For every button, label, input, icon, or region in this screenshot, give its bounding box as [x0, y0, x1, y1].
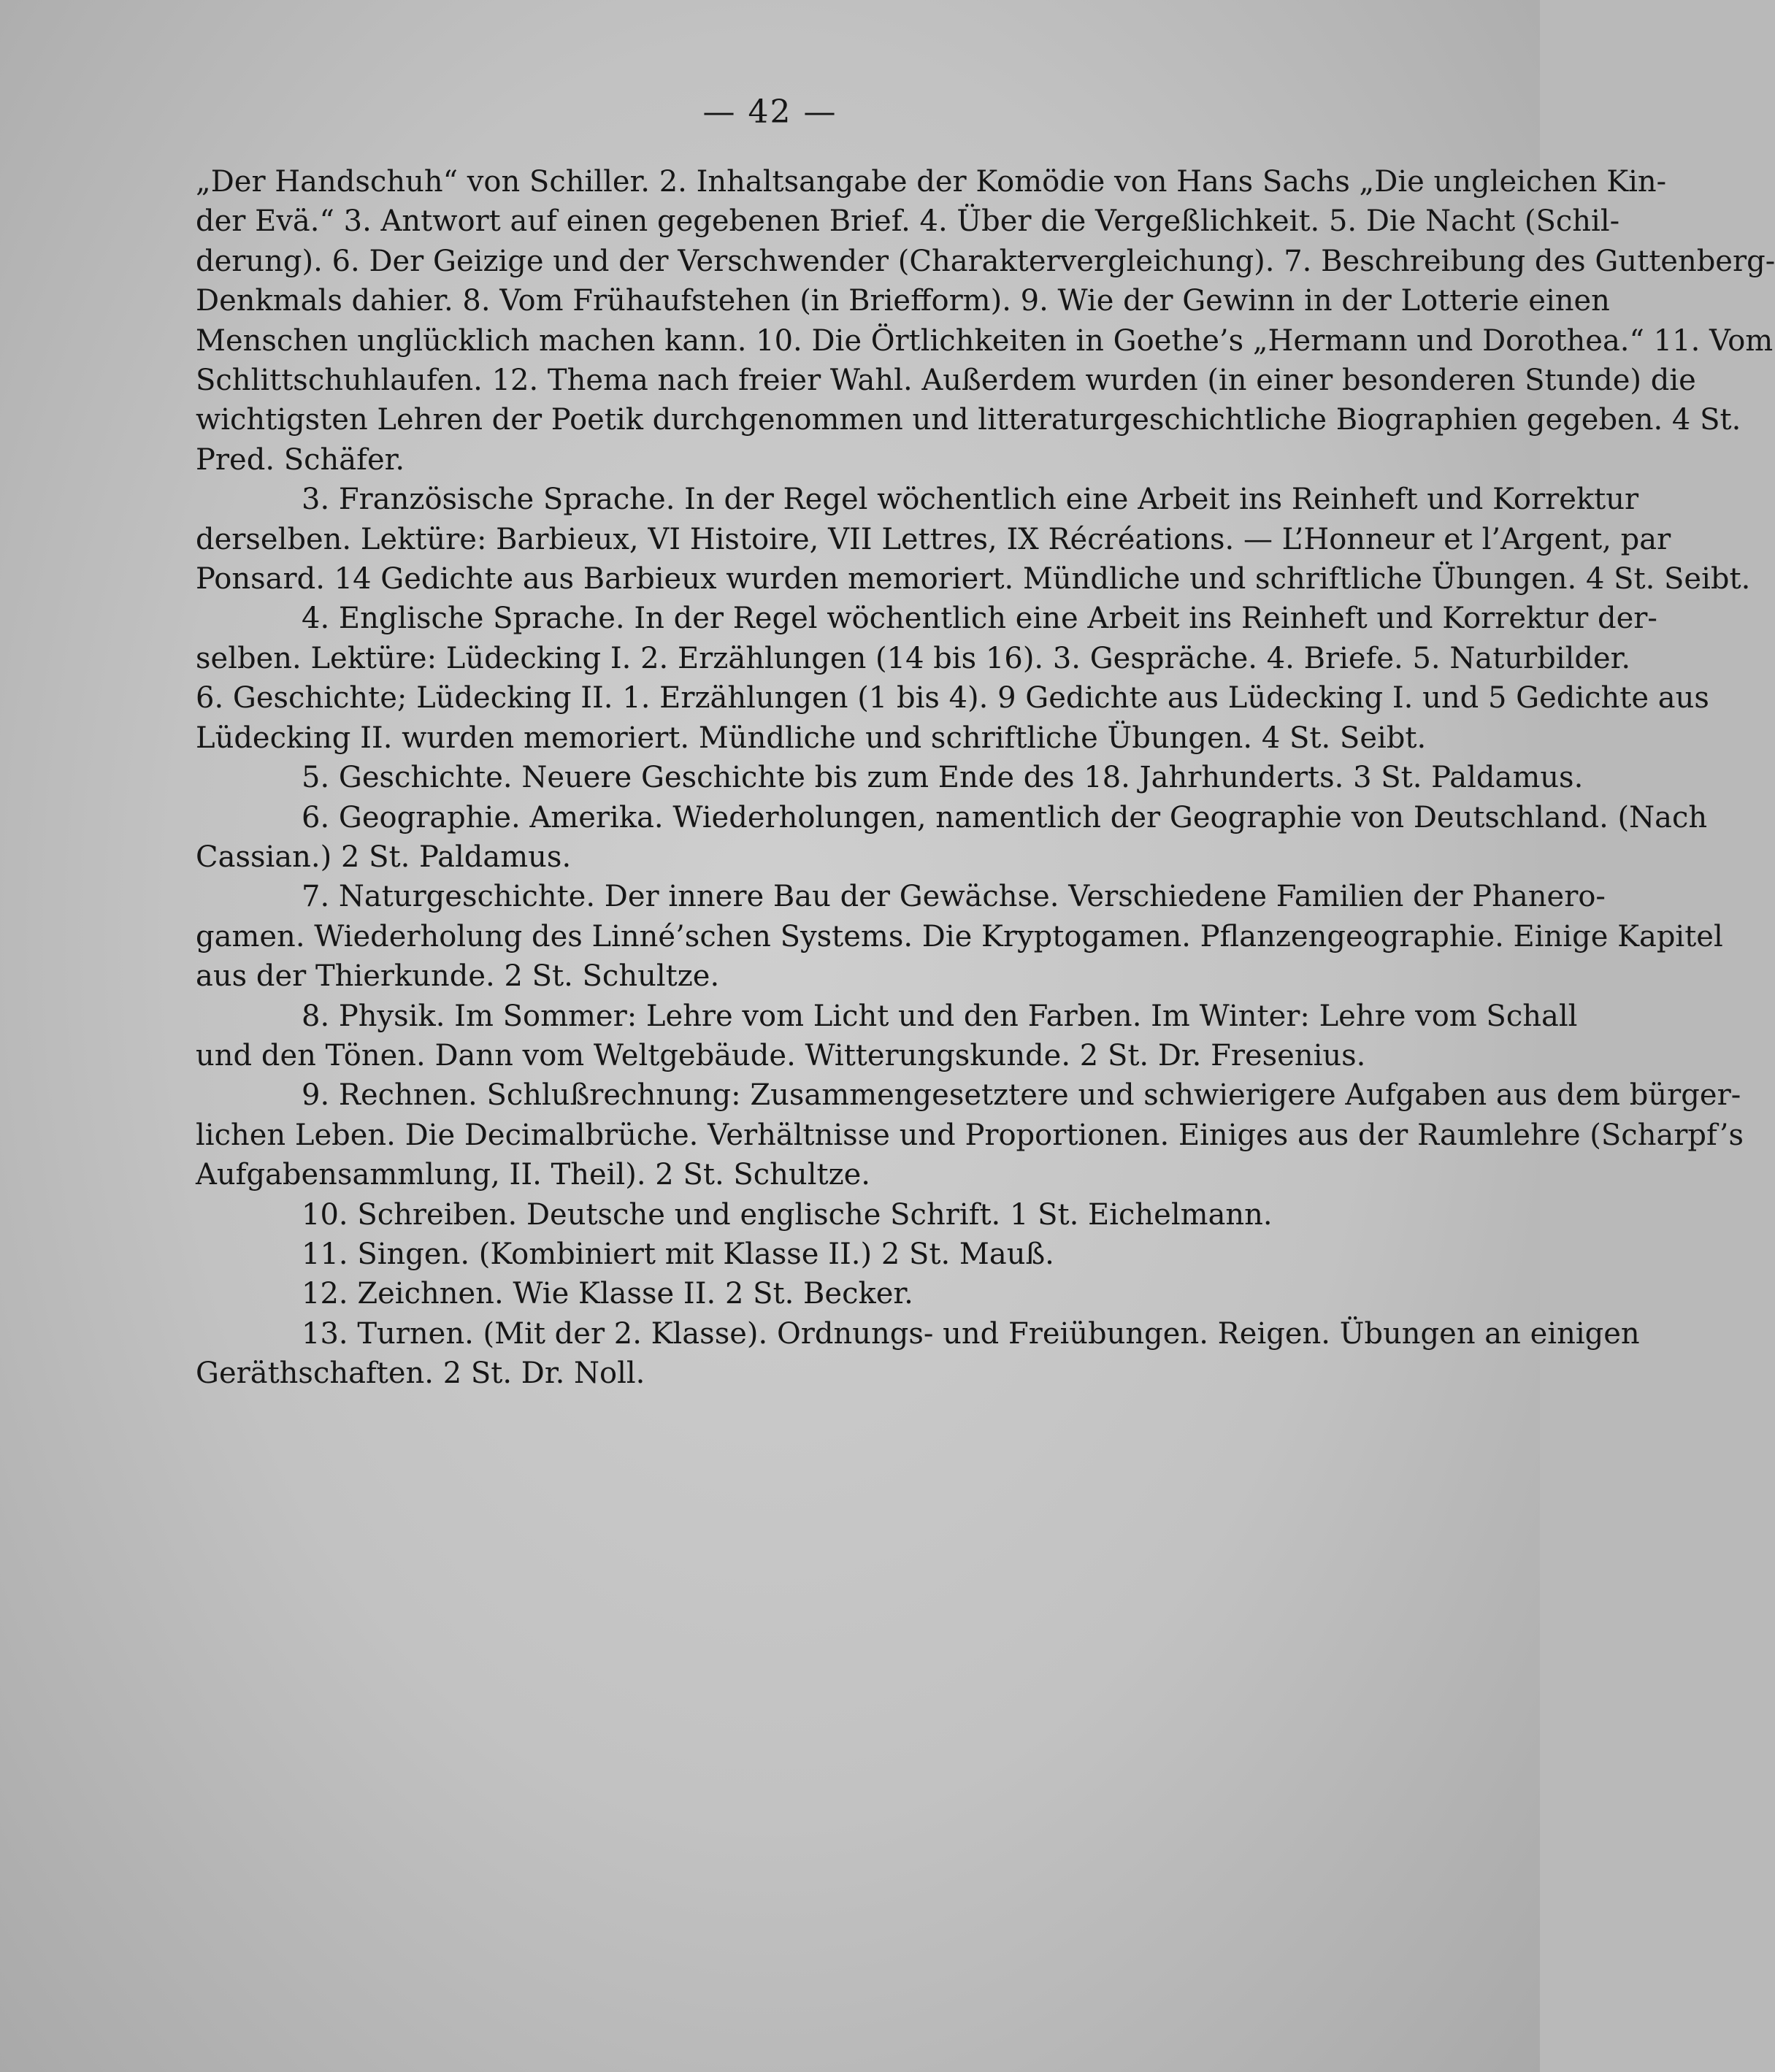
paragraph-physics	[196, 997, 1578, 1076]
paragraph-natural-history	[196, 877, 1723, 996]
paragraph-french	[196, 480, 1751, 599]
text-line: Aufgabensammlung, II. Theil). 2 St. Schultze.	[196, 1158, 871, 1192]
paragraph-english	[196, 599, 1709, 758]
text-line: Schlittschuhlaufen. 12. Thema nach freier Wahl. Außerdem wurden (in einer besonderen Stunde) die	[196, 364, 1696, 398]
paragraph-drawing	[196, 1274, 1404, 1313]
paragraph-arithmetic	[196, 1075, 1744, 1194]
paragraph-singing	[196, 1235, 1404, 1274]
text-line: 9. Rechnen. Schlußrechnung: Zusammengesetztere und schwierigere Aufgaben aus dem bürger-	[302, 1078, 1741, 1113]
text-line: lichen Leben. Die Decimalbrüche. Verhältnisse und Proportionen. Einiges aus der Raumlehre (Scharpf’s	[196, 1118, 1744, 1152]
paragraph-geography	[196, 798, 1708, 878]
text-line: 4. Englische Sprache. In der Regel wöchentlich eine Arbeit ins Reinheft und Korrektur der-	[302, 602, 1657, 636]
text-line: selben. Lektüre: Lüdecking I. 2. Erzählungen (14 bis 16). 3. Gespräche. 4. Briefe. 5. Naturbilder.	[196, 641, 1631, 675]
paragraph-history	[196, 758, 1584, 797]
text-line: derung). 6. Der Geizige und der Verschwender (Charaktervergleichung). 7. Beschreibung des Guttenberg-	[196, 244, 1775, 278]
text-line: 6. Geschichte; Lüdecking II. 1. Erzählungen (1 bis 4). 9 Gedichte aus Lüdecking I. und 5 Gedichte aus	[196, 681, 1709, 715]
text-line: der Evä.“ 3. Antwort auf einen gegebenen Brief. 4. Über die Vergeßlichkeit. 5. Die Nacht (Schil-	[196, 204, 1620, 239]
text-line: gamen. Wiederholung des Linné’schen Systems. Die Kryptogamen. Pflanzengeographie. Einige Kapitel	[196, 919, 1723, 953]
text-line: und den Tönen. Dann vom Weltgebäude. Witterungskunde. 2 St. Dr. Fresenius.	[196, 1038, 1366, 1073]
text-line: derselben. Lektüre: Barbieux, VI Histoire, VII Lettres, IX Récréations. — L’Honneur et l’Argent, par	[196, 522, 1671, 556]
text-line: Pred. Schäfer.	[196, 442, 405, 477]
paragraph-gymnastics	[196, 1314, 1640, 1394]
text-line: Geräthschaften. 2 St. Dr. Noll.	[196, 1357, 645, 1391]
page-number: — 42 —	[702, 93, 837, 131]
text-line: Cassian.) 2 St. Paldamus.	[196, 840, 572, 874]
text-line: aus der Thierkunde. 2 St. Schultze.	[196, 959, 720, 994]
text-line: 7. Naturgeschichte. Der innere Bau der Gewächse. Verschiedene Familien der Phanero-	[302, 880, 1606, 914]
text-line: „Der Handschuh“ von Schiller. 2. Inhaltsangabe der Komödie von Hans Sachs „Die ungleichen Kin-	[196, 165, 1667, 199]
body-text	[196, 162, 1775, 1394]
text-line: Denkmals dahier. 8. Vom Frühaufstehen (in Briefform). 9. Wie der Gewinn in der Lotterie einen	[196, 284, 1610, 318]
text-line: 11. Singen. (Kombiniert mit Klasse II.) 2 St. Mauß.	[302, 1237, 1054, 1271]
text-line: 6. Geographie. Amerika. Wiederholungen, namentlich der Geographie von Deutschland. (Nach	[302, 800, 1708, 834]
paragraph-writing	[196, 1195, 1404, 1235]
paragraph-german-topics	[196, 162, 1775, 480]
text-line: 3. Französische Sprache. In der Regel wöchentlich eine Arbeit ins Reinheft und Korrektur	[302, 483, 1639, 517]
text-line: 8. Physik. Im Sommer: Lehre vom Licht und den Farben. Im Winter: Lehre vom Schall	[302, 999, 1578, 1033]
text-line: Menschen unglücklich machen kann. 10. Die Örtlichkeiten in Goethe’s „Hermann und Dorothea.“ 11. Vom	[196, 323, 1774, 358]
text-line: 10. Schreiben. Deutsche und englische Schrift. 1 St. Eichelmann.	[302, 1197, 1273, 1232]
text-line: wichtigsten Lehren der Poetik durchgenommen und litteraturgeschichtliche Biographien gegeben. 4 St.	[196, 403, 1741, 437]
text-line: 13. Turnen. (Mit der 2. Klasse). Ordnungs- und Freiübungen. Reigen. Übungen an einigen	[302, 1316, 1640, 1351]
text-line: Ponsard. 14 Gedichte aus Barbieux wurden memoriert. Mündliche und schriftliche Übungen. 4 St. Seibt.	[196, 562, 1751, 596]
text-line: 12. Zeichnen. Wie Klasse II. 2 St. Becker.	[302, 1277, 913, 1311]
text-line: Lüdecking II. wurden memoriert. Mündliche und schriftliche Übungen. 4 St. Seibt.	[196, 721, 1427, 755]
text-line: 5. Geschichte. Neuere Geschichte bis zum Ende des 18. Jahrhunderts. 3 St. Paldamus.	[302, 761, 1584, 795]
